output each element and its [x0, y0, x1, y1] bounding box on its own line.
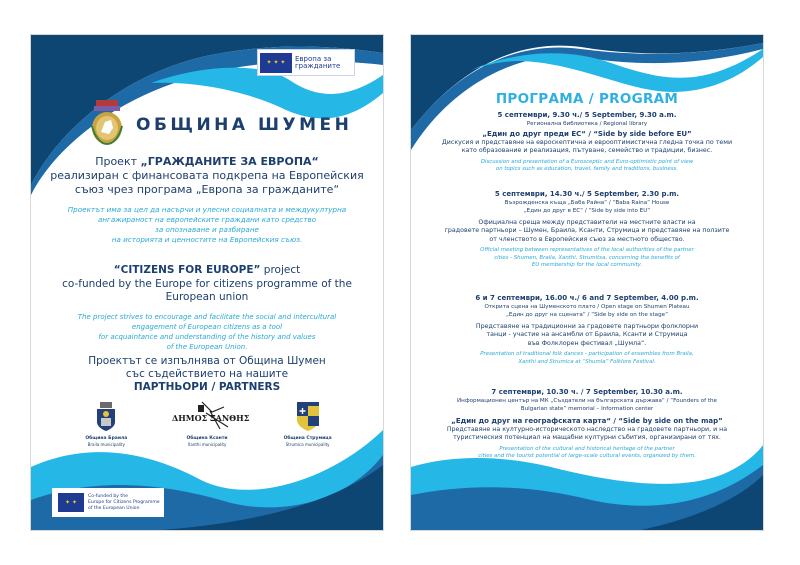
event-description-en: EU membership for the local community. [531, 262, 643, 269]
partner-name-bg: Община Ксанти [186, 436, 228, 441]
eu-flag-icon: ✦ ✦ ✦ [260, 53, 292, 73]
event-venue: Възрожденска къща „Баба Райна“ / “Baba Raina” House [504, 200, 670, 206]
event-description-en: Discussion and presentation of a Eurosceptic and Euro-optimistic point of view [480, 158, 694, 165]
event-date: 5 септември, 14.30 ч./ 5 September, 2.30 p.m. [494, 190, 680, 198]
eu-flag-icon: ✦ ✦ [58, 493, 84, 512]
event-heading: „Един до друг на географската карта“ / “Side by side on the map” [451, 417, 723, 425]
event-venue: Информационен център на МК „Създатели на българската държава“ / “Founders of the [456, 398, 717, 404]
event-date: 6 и 7 септември, 16.00 ч./ 6 and 7 September, 4.00 p.m. [475, 294, 699, 302]
project-prefix: Проект [95, 155, 141, 168]
program-event [411, 388, 763, 461]
goal-line: за опознаване и разбиране [155, 225, 259, 234]
goal-line: на историята и ценностите на Европейския съюз. [111, 235, 303, 244]
event-date: 5 септември, 9.30 ч./ 5 September, 9.30 a.m. [497, 111, 677, 119]
partner-name-en: Xanthi municipality [187, 442, 227, 447]
program-event [411, 294, 763, 366]
goal-line: engagement of European citizens as a tool [131, 323, 283, 331]
event-venue: Открита сцена на Шуменското плато / Open stage on Shumen Plateau [484, 304, 690, 310]
flyer-front-page [31, 35, 383, 530]
event-description-bg: Представяне на културно-историческото наследство на градовете партньори, и на [446, 426, 728, 433]
project-suffix: project [260, 264, 301, 276]
partners-list [31, 401, 383, 447]
intro-line: съюз чрез програма „Европа за гражданите“ [74, 183, 340, 196]
partners-heading: ПАРТНЬОРИ / PARTNERS [133, 381, 281, 393]
event-description-en: cities and the tourist potential of large-scale cultural events, organized by them. [478, 453, 696, 460]
event-description-bg: от членството в Европейския съюз за местното общество. [489, 235, 685, 243]
partner-name-bg: Община Струмица [283, 436, 332, 441]
event-heading: „Един до друг преди ЕС“ / “Side by side before EU” [482, 130, 692, 138]
goal-line: The project strives to encourage and facilitate the social and intercultural [77, 313, 337, 321]
strumica-coat-of-arms-icon [296, 401, 320, 433]
intro-line: реализиран с финансовата подкрепа на Европейския [50, 169, 364, 182]
event-description-bg: като образование и реализация, пътуване, семейство и традиции, бизнес. [461, 147, 713, 155]
program-title: ПРОГРАМА / PROGRAM [495, 91, 679, 107]
intro-line: co-funded by the Europe for citizens programme of the [62, 277, 352, 290]
goal-line: Проектът има за цел да насърчи и улесни социалната и междукултурна [67, 205, 347, 214]
xanthi-logo [171, 401, 250, 433]
event-description-bg: Официална среща между представители на местните власти на [478, 219, 696, 226]
shumen-coat-of-arms-icon [89, 98, 125, 146]
project-name-en: “CITIZENS FOR EUROPE” [113, 264, 261, 276]
xanthi-logo-text: ΔΗΜΟΣ ΞΑΝΘΗΣ [171, 413, 250, 423]
en-project-goal [31, 312, 383, 352]
goal-line: ангажираност на европейските граждани като средство [97, 215, 317, 224]
event-description-en: Presentation of traditional folk dances - participation of ensembles from Braila, [480, 351, 694, 358]
badge-line-2: гражданите [295, 61, 341, 70]
intro-line: European union [165, 291, 249, 303]
partner-braila [61, 401, 151, 447]
partner-name-bg: Община Браила [85, 436, 128, 441]
event-description-bg: Представяне на традиционни за градовете партньори фолклорни [475, 323, 699, 330]
goal-line: of the European Union. [166, 343, 248, 351]
event-date: 7 септември, 10.30 ч. / 7 September, 10.30 a.m. [491, 388, 683, 396]
partner-name-en: Strumica municipality [285, 442, 330, 447]
implementation-line: със съдействието на нашите [125, 368, 289, 380]
eu-cofunded-badge [52, 488, 164, 517]
event-description-en: Xanthi and Strumica at “Shumla” Folklore Festival. [518, 358, 656, 365]
braila-coat-of-arms-icon [95, 401, 117, 433]
cofunded-line: Europe for Citizens Programme [88, 499, 160, 505]
event-description-bg: градовете партньори – Шумен, Браила, Ксанти, Струмица и представяне на ползите [444, 227, 730, 235]
bg-project-intro [31, 155, 383, 197]
implementation-line: Проектът се изпълнява от Община Шумен [88, 355, 326, 367]
cofunded-line: Co-funded by the [88, 493, 128, 499]
program-event [411, 190, 763, 269]
event-description-en: cities - Shumen, Braila, Xanthi, Strumitsa, concerning the benefits of [494, 254, 680, 261]
event-description-en: Presentation of the cultural and historical heritage of the partner [499, 445, 675, 452]
event-description-en: Official meeting between representatives of the local authorities of the partner [480, 247, 694, 254]
bg-project-goal [31, 205, 383, 245]
flyer-program-page [411, 35, 763, 530]
event-description-bg: танци - участие на ансамбли от Браила, Ксанти и Струмица [486, 331, 688, 339]
cofunded-line: of the European Union [88, 505, 140, 511]
badge-line-1: Европа за [295, 54, 332, 63]
event-description-en: on topics such as education, travel, family and traditions, business. [495, 166, 679, 173]
event-venue: Bulgarian state” memorial – Information center [520, 406, 654, 412]
partner-name-en: Braila municipality [87, 442, 125, 447]
europe-for-citizens-badge [257, 49, 355, 76]
event-description-bg: туристическия потенциал на мащабни културни събития, организирани от тях. [453, 434, 721, 442]
en-project-intro [31, 264, 383, 305]
partner-xanthi [162, 401, 252, 447]
event-venue: Регионална библиотека / Regional library [526, 121, 648, 127]
municipality-title: ОБЩИНА ШУМЕН [136, 115, 353, 135]
implementation-statement [31, 355, 383, 394]
project-name-bg: „ГРАЖДАНИТЕ ЗА ЕВРОПА“ [140, 155, 319, 168]
event-description-bg: Дискусия и представяне на евроскептична и еврооптимистична гледна точка по теми [441, 139, 733, 146]
event-venue: „Един до друг в ЕС“ / “Side by side into EU” [523, 208, 651, 214]
event-venue: „Един до друг на сцената“ / “Side by side on the stage” [506, 312, 668, 318]
goal-line: for acquaintance and understanding of the history and values [98, 333, 316, 341]
partner-strumica [263, 401, 353, 447]
program-event [411, 111, 763, 174]
event-description-bg: във Фолклорен фестивал „Шумла“. [527, 339, 647, 347]
